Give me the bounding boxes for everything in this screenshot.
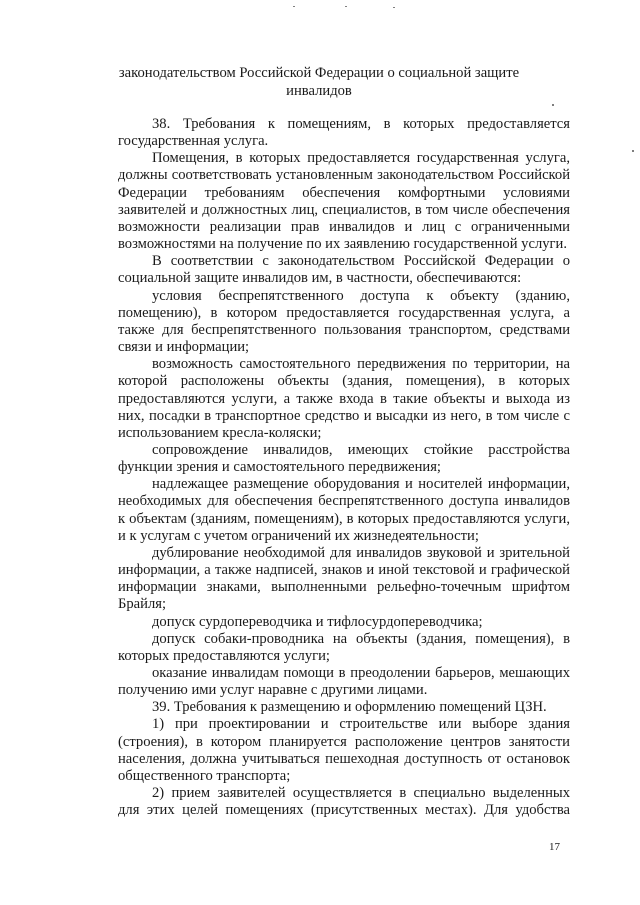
scan-speck [293,6,295,7]
paragraph: допуск собаки-проводника на объекты (здания, помещения), в которых предоставляются услуги; [118,630,570,664]
paragraph: Помещения, в которых предоставляется государственная услуга, должны соответствовать установленным законодательством Российской Федерации требованиям обеспечения комфортными условиями заявителей и должностных лиц, специалистов, в том числе обеспечения возможности реализации прав инвалидов и лиц с ограниченными возможностями на получение по их заявлению государственной услуги. [118,150,570,253]
section-heading: законодательством Российской Федерации о социальной защите инвалидов [118,65,520,99]
paragraph: 38. Требования к помещениям, в которых предоставляется государственная услуга. [118,116,570,150]
paragraph: сопровождение инвалидов, имеющих стойкие расстройства функции зрения и самостоятельного передвижения; [118,441,570,476]
paragraph: условия беспрепятственного доступа к объекту (зданию, помещению), в котором предоставляется государственная услуга, а также для беспрепятственного пользования транспортом, средствами связи и информации; [118,287,570,356]
paragraph: допуск сурдопереводчика и тифлосурдопереводчика; [152,613,483,630]
scan-speck [393,7,395,8]
paragraph: В соответствии с законодательством Российской Федерации о социальной защите инвалидов им, в частности, обеспечиваются: [118,253,570,287]
paragraph: дублирование необходимой для инвалидов звуковой и зрительной информации, а также надписей, знаков и иной текстовой и графической информации знаками, выполненными рельефно-точечным шрифтом Брайля; [118,544,570,613]
page-number: 17 [549,841,560,853]
scan-speck [552,104,554,106]
paragraph: надлежащее размещение оборудования и носителей информации, необходимых для обеспечения беспрепятственного доступа инвалидов к объектам (зданиям, помещениям), в которых предоставляются услуги, и к услугам с учетом ограничений их жизнедеятельности; [118,476,570,544]
paragraph: оказание инвалидам помощи в преодолении барьеров, мешающих получению ими услуг наравне с другими лицами. [118,665,570,699]
scan-speck [632,150,634,152]
paragraph: 39. Требования к размещению и оформлению помещений ЦЗН. [152,699,547,716]
body-text [118,116,570,819]
scan-speck [345,6,347,7]
paragraph: 1) при проектировании и строительстве или выборе здания (строения), в котором планируется расположение центров занятости населения, должна учитываться пешеходная доступность от остановок общественного транспорта; [118,716,570,784]
paragraph: возможность самостоятельного передвижения по территории, на которой расположены объекты (здания, помещения), в которых предоставляются услуги, а также входа в такие объекты и выхода из них, посадки в транспортное средство и высадки из него, в том числе с использованием кресла-коляски; [118,356,570,441]
paragraph: 2) прием заявителей осуществляется в специально выделенных для этих целей помещениях (присутственных местах). Для удобства [118,785,570,819]
